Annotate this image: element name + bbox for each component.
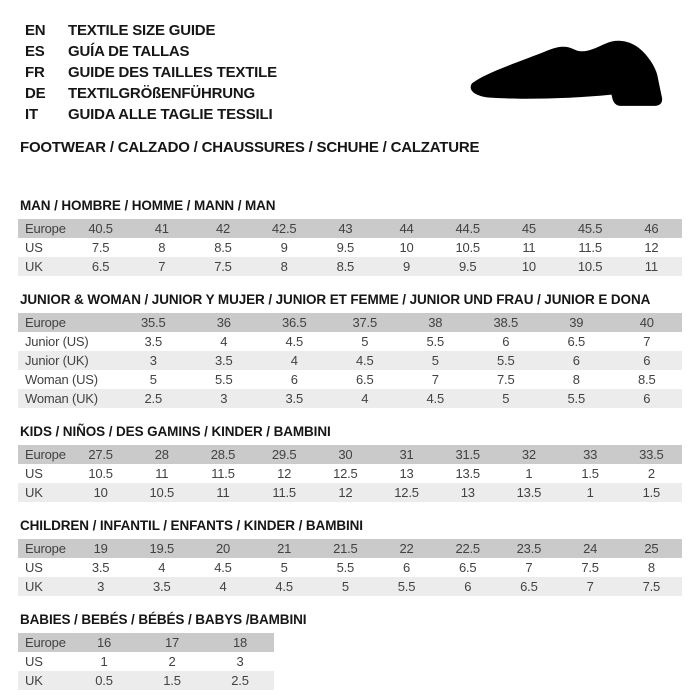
size-value: 45	[521, 221, 536, 236]
language-label: GUÍA DE TALLAS	[68, 43, 190, 60]
size-section-babies	[18, 612, 682, 690]
size-value: 10	[93, 485, 108, 500]
language-code: ES	[25, 43, 45, 60]
row-label: Woman (UK)	[25, 391, 98, 406]
size-value: 8	[572, 372, 580, 387]
size-value: 5	[431, 353, 439, 368]
size-value: 21.5	[333, 541, 358, 556]
size-value: 11.5	[211, 466, 235, 481]
size-value: 38	[428, 315, 443, 330]
row-label: Europe	[25, 221, 66, 236]
size-value: 8.5	[336, 259, 355, 274]
size-value: 44	[399, 221, 414, 236]
size-value: 6.5	[567, 334, 585, 349]
size-value: 3	[97, 579, 105, 594]
size-value: 7.5	[581, 560, 599, 575]
header	[18, 20, 682, 156]
size-value: 11	[522, 240, 536, 255]
table-row	[18, 313, 682, 332]
row-label: Europe	[25, 315, 66, 330]
row-label: UK	[25, 579, 43, 594]
size-value: 41	[154, 221, 169, 236]
size-value: 25	[644, 541, 659, 556]
size-value: 12	[277, 466, 292, 481]
size-value: 4	[158, 560, 166, 575]
size-value: 6	[502, 334, 510, 349]
row-label: Woman (US)	[25, 372, 98, 387]
language-code: IT	[25, 106, 38, 123]
size-value: 3	[220, 391, 228, 406]
size-value: 38.5	[493, 315, 518, 330]
table-row	[18, 238, 682, 257]
size-value: 1	[586, 485, 594, 500]
size-value: 10.5	[455, 240, 480, 255]
size-value: 44.5	[455, 221, 480, 236]
size-value: 13	[399, 466, 414, 481]
size-value: 13	[460, 485, 475, 500]
size-value: 6.5	[520, 579, 538, 594]
size-value: 42	[215, 221, 230, 236]
size-value: 4	[219, 579, 227, 594]
size-value: 23.5	[516, 541, 542, 556]
size-value: 9	[403, 259, 411, 274]
table-row	[18, 652, 274, 671]
size-value: 24	[583, 541, 598, 556]
size-value: 7.5	[642, 579, 661, 594]
size-value: 7	[158, 259, 166, 274]
size-value: 8.5	[214, 240, 232, 255]
row-label: US	[25, 240, 43, 255]
size-value: 5	[280, 560, 288, 575]
size-value: 28	[154, 447, 169, 462]
size-value: 8	[158, 240, 166, 255]
size-value: 7.5	[91, 240, 110, 255]
row-label: UK	[25, 259, 43, 274]
size-value: 12	[644, 240, 659, 255]
size-value: 10	[399, 240, 414, 255]
size-value: 5.5	[215, 372, 233, 387]
section-title-kids: KIDS / NIÑOS / DES GAMINS / KINDER / BAMBINI	[20, 424, 331, 439]
language-label: GUIDA ALLE TAGLIE TESSILI	[68, 106, 273, 123]
size-section-man	[18, 198, 682, 276]
table-row	[18, 257, 682, 276]
size-value: 6	[290, 372, 298, 387]
table-row	[18, 539, 682, 558]
size-value: 12.5	[333, 466, 358, 481]
size-section-kids	[18, 424, 682, 502]
size-value: 31.5	[455, 447, 480, 462]
size-value: 7.5	[497, 372, 515, 387]
section-title-children: CHILDREN / INFANTIL / ENFANTS / KINDER / BAMBINI	[20, 518, 363, 533]
size-value: 10.5	[88, 466, 113, 481]
section-title-man: MAN / HOMBRE / HOMME / MANN / MAN	[20, 198, 276, 213]
size-value: 46	[644, 221, 659, 236]
size-value: 43	[338, 221, 353, 236]
size-value: 6	[643, 353, 651, 368]
size-value: 3.5	[144, 334, 162, 349]
language-code: FR	[25, 64, 45, 81]
size-value: 20	[215, 541, 230, 556]
language-label: GUIDE DES TAILLES TEXTILE	[68, 64, 277, 81]
row-label: Junior (US)	[25, 334, 89, 349]
size-value: 3	[149, 353, 157, 368]
table-row	[18, 351, 682, 370]
size-value: 9.5	[458, 259, 477, 274]
size-value: 33	[583, 447, 598, 462]
row-label: Europe	[25, 447, 66, 462]
table-row	[18, 370, 682, 389]
size-value: 42.5	[271, 221, 297, 236]
size-value: 36.5	[281, 315, 307, 330]
size-value: 5	[361, 334, 369, 349]
size-value: 8.5	[638, 372, 656, 387]
size-value: 18	[232, 635, 248, 650]
size-value: 7	[643, 334, 651, 349]
size-table-man	[18, 219, 682, 276]
size-value: 12	[338, 485, 353, 500]
size-value: 6	[464, 579, 472, 594]
size-value: 4.5	[426, 391, 444, 406]
dress-shoe-icon	[465, 36, 667, 110]
size-value: 3.5	[91, 560, 110, 575]
size-value: 10.5	[577, 259, 603, 274]
size-table-kids	[18, 445, 682, 502]
section-title-babies: BABIES / BEBÉS / BÉBÉS / BABYS /BAMBINI	[20, 612, 307, 627]
row-label: Junior (UK)	[25, 353, 89, 368]
size-value: 45.5	[577, 221, 603, 236]
size-value: 5	[502, 391, 510, 406]
size-value: 5.5	[497, 353, 515, 368]
size-value: 36	[216, 315, 231, 330]
size-value: 7	[431, 372, 439, 387]
size-value: 5.5	[567, 391, 585, 406]
size-value: 11.5	[272, 485, 296, 500]
size-value: 21	[277, 541, 292, 556]
size-value: 4	[290, 353, 298, 368]
size-value: 19	[93, 541, 108, 556]
size-value: 40	[639, 315, 654, 330]
table-row	[18, 577, 682, 596]
size-value: 19.5	[149, 541, 175, 556]
size-value: 11	[216, 485, 230, 500]
size-value: 5.5	[336, 560, 355, 575]
size-value: 5.5	[426, 334, 444, 349]
table-row	[18, 219, 682, 238]
language-code: EN	[25, 22, 46, 39]
size-value: 32	[521, 447, 536, 462]
size-tables	[18, 198, 682, 690]
row-label: US	[25, 654, 43, 669]
size-value: 13.5	[455, 466, 480, 481]
table-row	[18, 389, 682, 408]
size-value: 2.5	[231, 673, 249, 688]
size-value: 7	[525, 560, 533, 575]
size-value: 1	[525, 466, 533, 481]
size-value: 30	[338, 447, 353, 462]
size-value: 8	[280, 259, 288, 274]
row-label: Europe	[25, 541, 66, 556]
size-value: 10.5	[149, 485, 175, 500]
row-label: UK	[25, 673, 43, 688]
language-label: TEXTILGRÖßENFÜHRUNG	[68, 85, 256, 102]
size-table-junior-woman	[18, 313, 682, 408]
size-value: 28.5	[210, 447, 236, 462]
size-value: 11.5	[578, 240, 602, 255]
size-value: 6.5	[356, 372, 374, 387]
table-row	[18, 558, 682, 577]
size-value: 3.5	[285, 391, 303, 406]
row-label: UK	[25, 485, 43, 500]
size-value: 16	[96, 635, 112, 650]
size-value: 6.5	[91, 259, 110, 274]
size-value: 3.5	[215, 353, 233, 368]
size-value: 33.5	[639, 447, 664, 462]
table-row	[18, 483, 682, 502]
size-value: 5	[149, 372, 157, 387]
size-value: 2	[168, 654, 176, 669]
size-table-babies	[18, 633, 274, 690]
row-label: Europe	[25, 635, 66, 650]
size-value: 3	[236, 654, 244, 669]
size-value: 1.5	[163, 673, 181, 688]
size-value: 4	[361, 391, 369, 406]
size-table-children	[18, 539, 682, 596]
table-row	[18, 671, 274, 690]
size-value: 4.5	[214, 560, 232, 575]
section-title-junior-woman: JUNIOR & WOMAN / JUNIOR Y MUJER / JUNIOR ET FEMME / JUNIOR UND FRAU / JUNIOR E DONA	[20, 292, 651, 307]
size-value: 40.5	[88, 221, 113, 236]
table-row	[18, 633, 274, 652]
size-value: 4	[220, 334, 228, 349]
size-value: 1	[100, 654, 108, 669]
row-label: US	[25, 466, 43, 481]
size-value: 5	[341, 579, 349, 594]
size-value: 13.5	[516, 485, 542, 500]
size-value: 5.5	[397, 579, 416, 594]
size-value: 1.5	[642, 485, 661, 500]
size-value: 39	[569, 315, 584, 330]
size-value: 7	[586, 579, 594, 594]
size-value: 7.5	[214, 259, 232, 274]
table-row	[18, 445, 682, 464]
size-value: 17	[164, 635, 180, 650]
size-value: 4.5	[285, 334, 303, 349]
size-value: 3.5	[153, 579, 171, 594]
size-value: 35.5	[140, 315, 166, 330]
category-line: FOOTWEAR / CALZADO / CHAUSSURES / SCHUHE / CALZATURE	[20, 139, 480, 156]
size-value: 2	[647, 466, 655, 481]
size-value: 1.5	[581, 466, 599, 481]
size-value: 6	[643, 391, 651, 406]
size-value: 29.5	[271, 447, 297, 462]
row-label: US	[25, 560, 43, 575]
size-value: 31	[399, 447, 414, 462]
size-value: 4.5	[356, 353, 374, 368]
size-value: 27.5	[88, 447, 113, 462]
size-value: 9	[280, 240, 288, 255]
size-value: 2.5	[144, 391, 162, 406]
size-value: 22.5	[455, 541, 480, 556]
size-value: 8	[647, 560, 655, 575]
size-value: 11	[644, 259, 658, 274]
language-label: TEXTILE SIZE GUIDE	[68, 22, 216, 39]
size-value: 22	[399, 541, 414, 556]
size-section-junior-woman	[18, 292, 682, 408]
size-value: 12.5	[394, 485, 419, 500]
size-value: 10	[521, 259, 536, 274]
table-row	[18, 332, 682, 351]
size-section-children	[18, 518, 682, 596]
size-value: 9.5	[336, 240, 355, 255]
size-value: 4.5	[275, 579, 293, 594]
size-value: 6.5	[458, 560, 477, 575]
size-value: 6	[403, 560, 411, 575]
size-value: 37.5	[352, 315, 377, 330]
size-value: 0.5	[95, 673, 113, 688]
language-code: DE	[25, 85, 46, 102]
size-value: 6	[572, 353, 580, 368]
size-value: 11	[155, 466, 169, 481]
table-row	[18, 464, 682, 483]
